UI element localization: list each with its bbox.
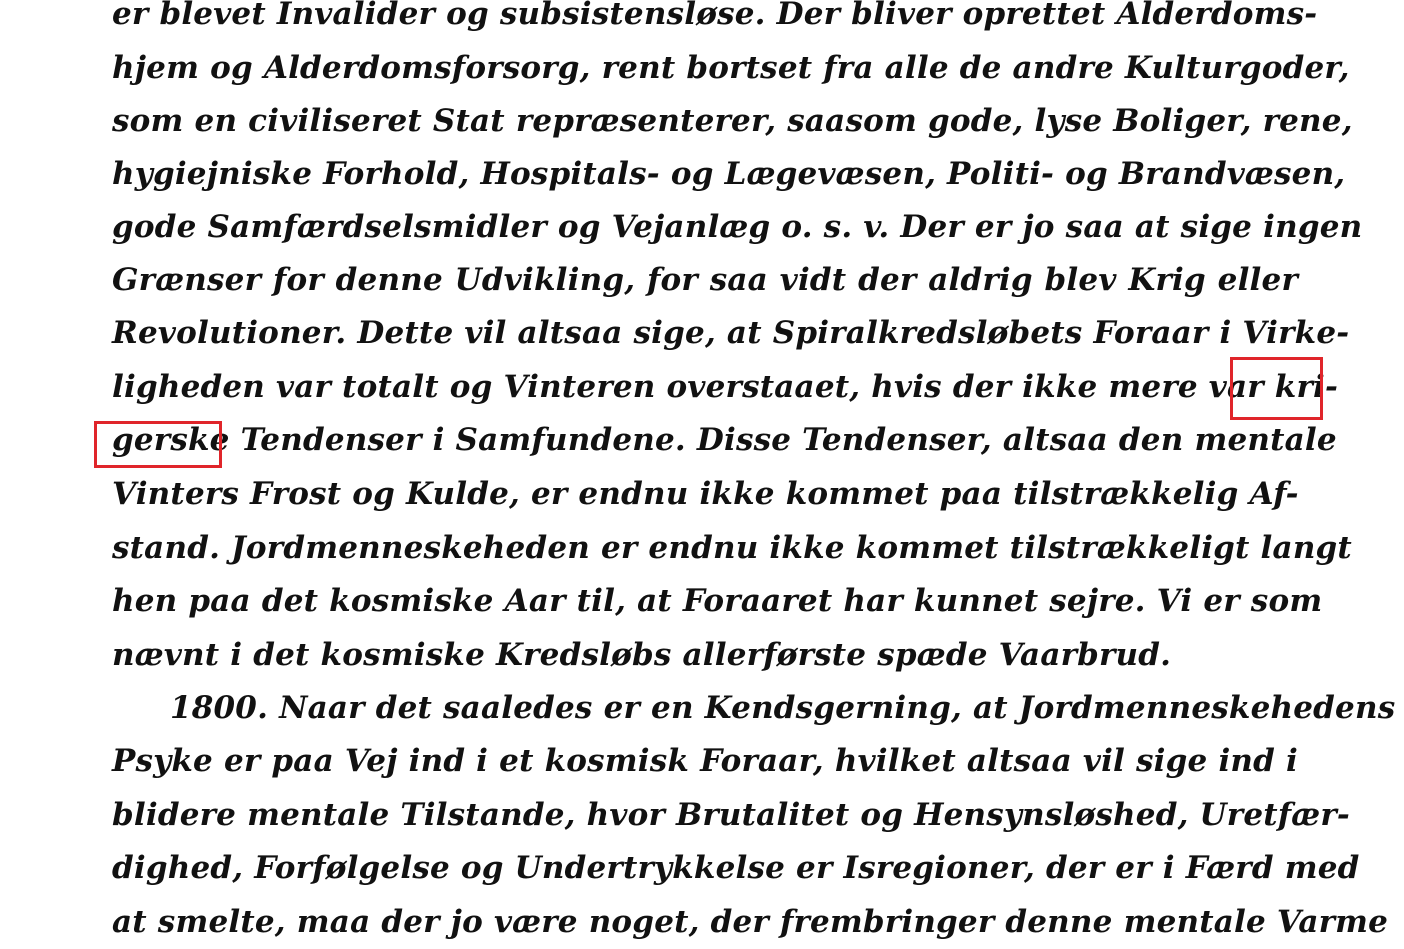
text-line-5: gode Samfærdselsmidler og Vejanlæg o. s. v. Der er jo saa at sige ingen	[112, 209, 1363, 245]
text-line-1: er blevet Invalider og subsistensløse. Der bliver oprettet Alderdoms-	[112, 0, 1318, 32]
text-line-2: hjem og Alderdomsforsorg, rent bortset fra alle de andre Kulturgoder,	[112, 50, 1350, 86]
text-line-11: stand. Jordmenneskeheden er endnu ikke kommet tilstrækkeligt langt	[112, 530, 1352, 566]
text-line-3: som en civiliseret Stat repræsenterer, saasom gode, lyse Boliger, rene,	[112, 103, 1353, 139]
text-line-18-clipped: at smelte, maa der jo være noget, der frembringer denne mentale Varme	[112, 904, 1389, 940]
text-line-16: blidere mentale Tilstande, hvor Brutalitet og Hensynsløshed, Uretfær-	[112, 797, 1350, 833]
text-line-10: Vinters Frost og Kulde, er endnu ikke kommet paa tilstrækkelig Af-	[112, 476, 1299, 512]
text-line-17: dighed, Forfølgelse og Undertrykkelse er Isregioner, der er i Færd med	[112, 850, 1360, 886]
paragraph-1800-first-line: 1800. Naar det saaledes er en Kendsgerning, at Jordmenneskehedens	[170, 690, 1396, 726]
text-line-15: Psyke er paa Vej ind i et kosmisk Foraar, hvilket altsaa vil sige ind i	[112, 743, 1299, 779]
text-line-9: gerske Tendenser i Samfundene. Disse Tendenser, altsaa den mentale	[112, 422, 1337, 458]
text-line-13: nævnt i det kosmiske Kredsløbs allerførste spæde Vaarbrud.	[112, 637, 1172, 673]
text-line-6: Grænser for denne Udvikling, for saa vidt der aldrig blev Krig eller	[112, 262, 1298, 298]
text-line-4: hygiejniske Forhold, Hospitals- og Lægevæsen, Politi- og Brandvæsen,	[112, 156, 1346, 192]
text-line-12: hen paa det kosmiske Aar til, at Foraaret har kunnet sejre. Vi er som	[112, 583, 1323, 619]
highlight-box-kri	[1230, 357, 1323, 420]
text-line-8: ligheden var totalt og Vinteren overstaaet, hvis der ikke mere var kri-	[112, 369, 1339, 405]
highlight-box-gerske	[94, 421, 222, 468]
text-line-7: Revolutioner. Dette vil altsaa sige, at Spiralkredsløbets Foraar i Virke-	[112, 315, 1350, 351]
